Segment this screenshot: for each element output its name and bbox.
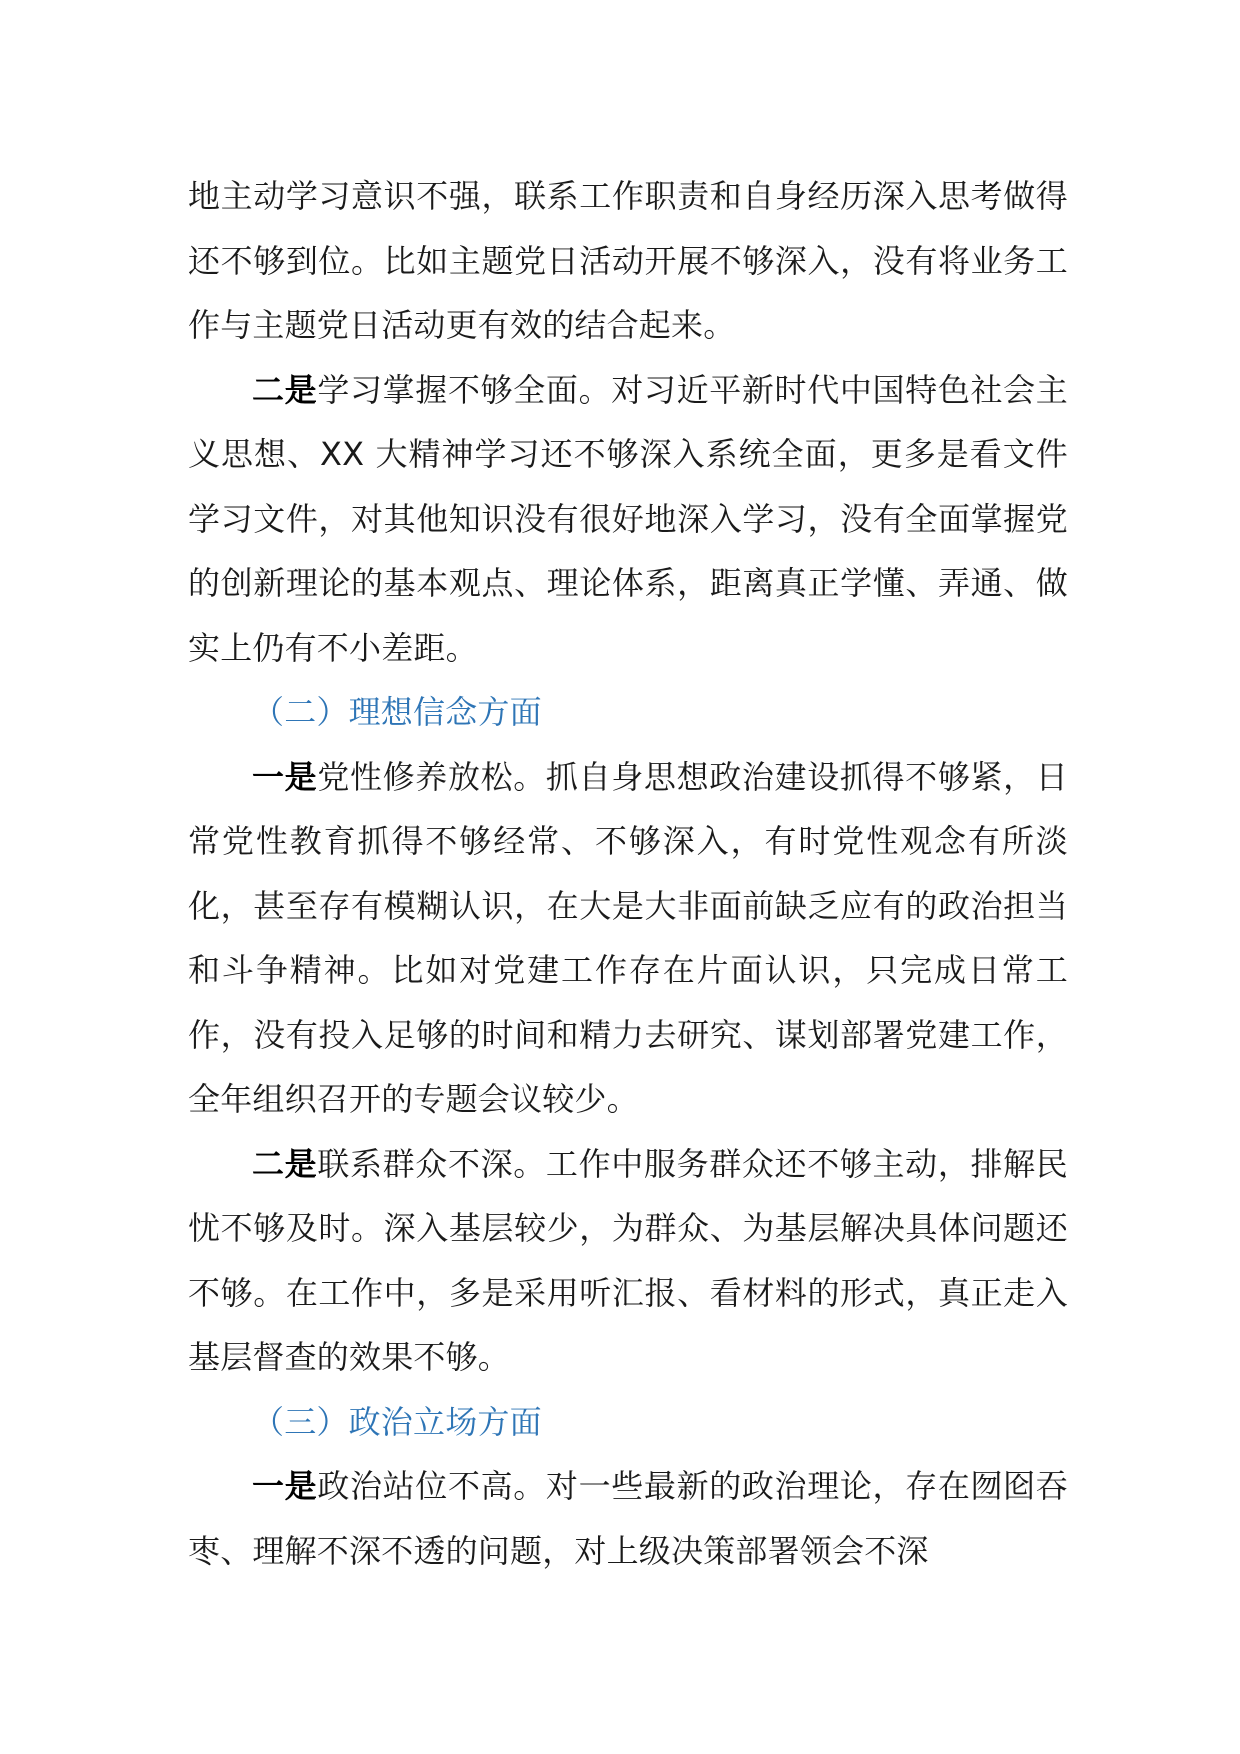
paragraph-masses (188, 1132, 1068, 1390)
paragraph-political-position (188, 1454, 1068, 1583)
paragraph-lead: 一是 (252, 1467, 318, 1505)
section-heading-ideals: （二）理想信念方面 (252, 693, 542, 731)
paragraph-text: 学习掌握不够全面。对习近平新时代中国特色社会主义思想、XX 大精神学习还不够深入系统全面，更多是看文件学习文件，对其他知识没有很好地深入学习，没有全面掌握党的创新理论的基本观点、理论体系，距离真正学懂、弄通、做实上仍有不小差距。 (188, 370, 1068, 667)
paragraph-party-spirit (188, 745, 1068, 1132)
section-heading-political-stance: （三）政治立场方面 (252, 1402, 542, 1441)
paragraph-lead: 二是 (252, 1144, 318, 1183)
paragraph-lead: 二是 (252, 370, 318, 409)
paragraph-text: 政治站位不高。对一些最新的政治理论，存在囫囵吞枣、理解不深不透的问题，对上级决策部署领会不深 (188, 1467, 1068, 1570)
paragraph-lead: 一是 (252, 757, 318, 796)
paragraph-text: 地主动学习意识不强，联系工作职责和自身经历深入思考做得还不够到位。比如主题党日活动开展不够深入，没有将业务工作与主题党日活动更有效的结合起来。 (188, 177, 1068, 344)
paragraph-text: 党性修养放松。抓自身思想政治建设抓得不够紧，日常党性教育抓得不够经常、不够深入，有时党性观念有所淡化，甚至存有模糊认识，在大是大非面前缺乏应有的政治担当和斗争精神。比如对党建工作存在片面认识，只完成日常工作，没有投入足够的时间和精力去研究、谋划部署党建工作，全年组织召开的专题会议较少。 (188, 757, 1068, 1118)
paragraph-text: 联系群众不深。工作中服务群众还不够主动，排解民忧不够及时。深入基层较少，为群众、为基层解决具体问题还不够。在工作中，多是采用听汇报、看材料的形式，真正走入基层督查的效果不够。 (188, 1144, 1068, 1376)
document-page (188, 164, 1068, 1583)
paragraph-continuation (188, 164, 1068, 358)
paragraph-learning (188, 358, 1068, 681)
